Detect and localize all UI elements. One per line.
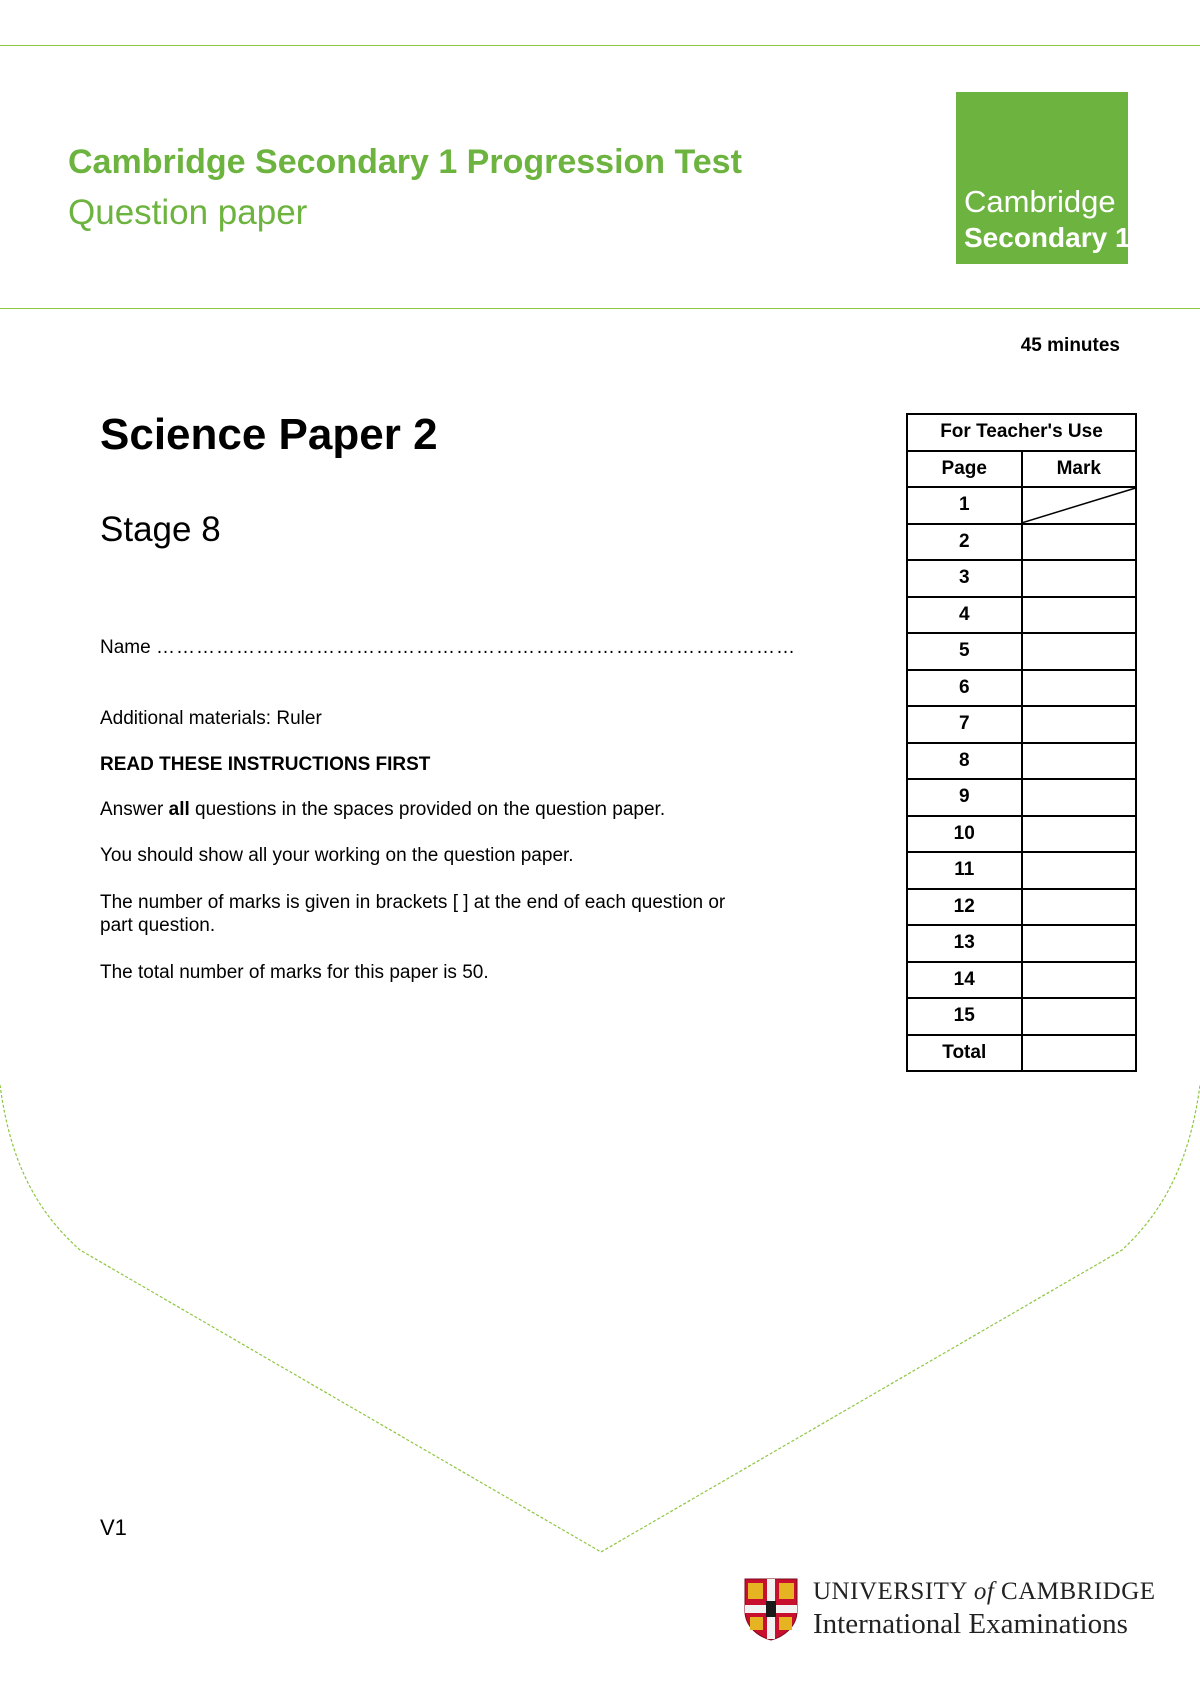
teacher-table-page-number: 8 [907, 743, 1022, 780]
teacher-table-page-number: 3 [907, 560, 1022, 597]
version-label: V1 [100, 1515, 127, 1540]
cambridge-word: CAMBRIDGE [1001, 1578, 1156, 1605]
university-crest-icon [743, 1577, 799, 1641]
teacher-table-page-number: 4 [907, 597, 1022, 634]
stage-label: Stage 8 [100, 510, 221, 549]
teacher-table-page-number: 13 [907, 925, 1022, 962]
additional-materials: Additional materials: Ruler [100, 708, 322, 729]
teacher-table-page-number: 15 [907, 998, 1022, 1035]
logo-line2: Secondary 1 [964, 222, 1131, 253]
instruction-show-working: You should show all your working on the question paper. [100, 845, 574, 866]
instruction-marks-brackets: The number of marks is given in brackets [ ] at the end of each question or part question. [100, 892, 726, 936]
header-title: Cambridge Secondary 1 Progression Test [68, 143, 742, 181]
university-of: of [973, 1578, 995, 1605]
teacher-table-page-number: 14 [907, 962, 1022, 999]
teacher-table-page-number: 9 [907, 779, 1022, 816]
teacher-table-total-label: Total [907, 1035, 1022, 1072]
teacher-table-col-mark: Mark [1022, 451, 1137, 488]
teacher-table-title: For Teacher's Use [907, 414, 1136, 451]
teacher-table-page-number: 5 [907, 633, 1022, 670]
university-word: UNIVERSITY [813, 1578, 968, 1605]
logo-line1: Cambridge [964, 184, 1116, 219]
teacher-table-page-number: 10 [907, 816, 1022, 853]
instruction-total-marks: The total number of marks for this paper is 50. [100, 962, 489, 983]
teacher-table-page-number: 12 [907, 889, 1022, 926]
paper-title: Science Paper 2 [100, 410, 438, 459]
name-label: Name [100, 637, 151, 658]
teacher-table-page-number: 7 [907, 706, 1022, 743]
university-name [813, 1578, 1156, 1606]
teacher-table-page-number: 6 [907, 670, 1022, 707]
instruction-answer-bold: all [168, 799, 190, 820]
exam-duration: 45 minutes [1020, 335, 1120, 356]
name-dotted-line: …………………………………………………………………………………… [155, 637, 796, 658]
university-subtitle: International Examinations [813, 1608, 1128, 1640]
instruction-answer-pre: Answer [100, 799, 169, 820]
teacher-table-col-page: Page [907, 451, 1022, 488]
instructions-heading: READ THESE INSTRUCTIONS FIRST [100, 754, 431, 775]
instruction-answer-post: questions in the spaces provided on the question paper. [189, 799, 666, 820]
teacher-table-page-number: 1 [907, 487, 1022, 524]
teacher-table-page-number: 2 [907, 524, 1022, 561]
header-subtitle: Question paper [68, 193, 308, 232]
teacher-table-page-number: 11 [907, 852, 1022, 889]
